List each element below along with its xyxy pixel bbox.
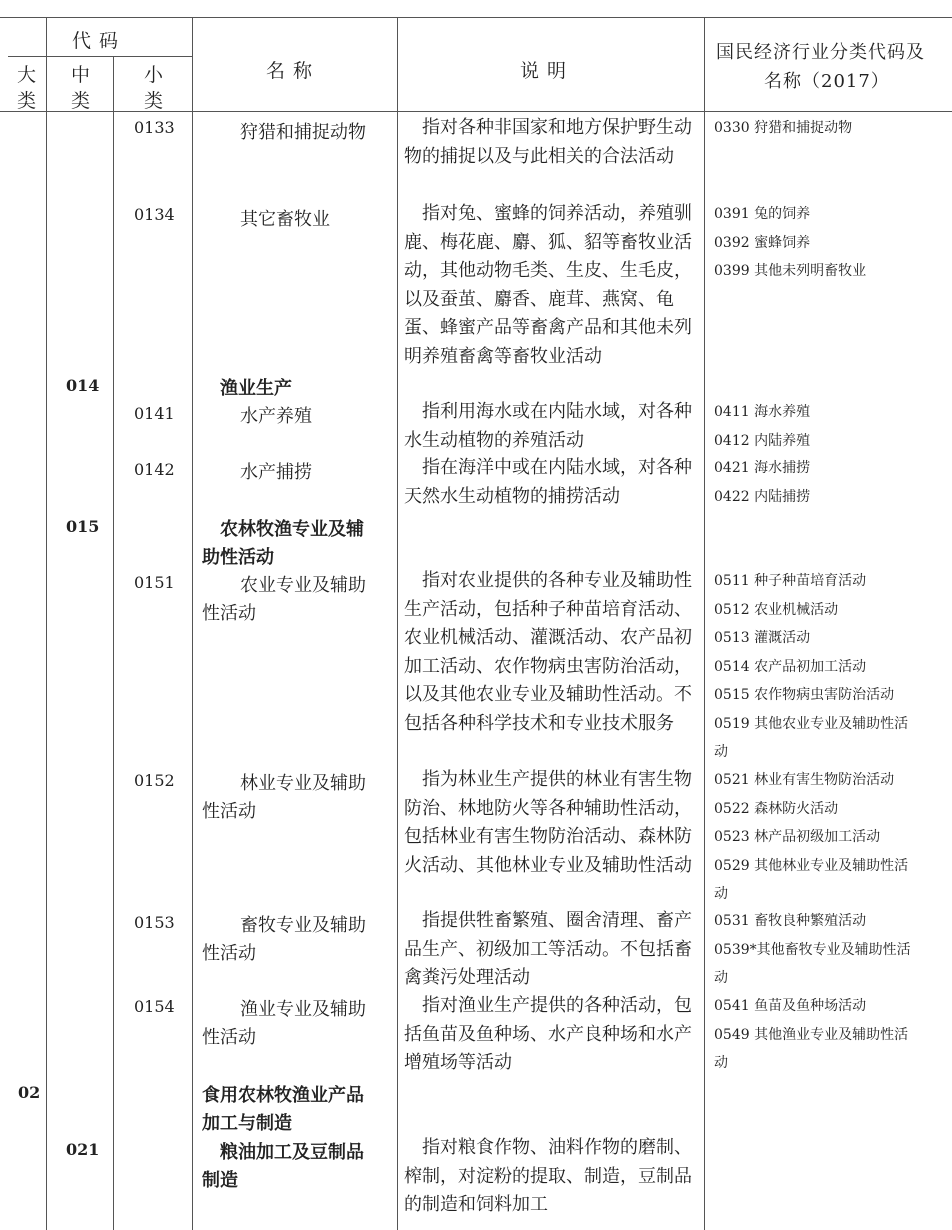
header-desc: 说 明 (520, 60, 568, 82)
name-0153-line1: 畜牧专业及辅助 (240, 915, 366, 936)
ref-line: 动 (714, 886, 728, 902)
ref-line: 0513 灌溉活动 (714, 630, 811, 646)
name-0154-line2: 性活动 (202, 1027, 256, 1048)
code-0134: 0134 (134, 205, 175, 224)
col-divider-xiao (192, 17, 193, 1230)
header-zhong-1: 中 (71, 64, 92, 86)
ref-line: 0511 种子种苗培育活动 (714, 573, 867, 589)
code-014: 014 (66, 376, 100, 395)
code-0141: 0141 (134, 404, 175, 423)
code-015: 015 (66, 517, 100, 536)
desc-0134: 指对兔、蜜蜂的饲养活动，养殖驯鹿、梅花鹿、麝、狐、貂等畜牧业活动，其他动物毛类、生皮、生毛皮，以及蚕茧、麝香、鹿茸、燕窝、龟蛋、蜂蜜产品等畜禽产品和其他未列明养殖畜禽等畜牧业活动 (404, 203, 692, 367)
name-021-line2: 制造 (202, 1170, 238, 1191)
name-014: 渔业生产 (220, 378, 292, 399)
header-name: 名 称 (266, 60, 314, 82)
desc-021: 指对粮食作物、油料作物的磨制、榨制，对淀粉的提取、制造，豆制品的制造和饲料加工 (404, 1137, 692, 1215)
ref-line: 0391 兔的饲养 (714, 206, 811, 222)
ref-line: 0422 内陆捕捞 (714, 488, 811, 505)
code-0154: 0154 (134, 997, 175, 1016)
code-021: 021 (66, 1140, 100, 1159)
name-021-line1: 粮油加工及豆制品 (220, 1142, 364, 1163)
ref-0152 (714, 766, 946, 909)
desc-0133: 指对各种非国家和地方保护野生动物的捕捉以及与此相关的合法活动 (404, 117, 692, 167)
ref-line: 动 (714, 970, 728, 986)
name-0134: 其它畜牧业 (240, 209, 330, 230)
ref-line: 0412 内陆养殖 (714, 432, 811, 449)
col-divider-zhong (113, 56, 114, 1230)
name-0142: 水产捕捞 (240, 462, 312, 483)
name-015-line2: 助性活动 (202, 547, 274, 568)
ref-line: 0512 农业机械活动 (714, 601, 839, 618)
name-0153-line2: 性活动 (202, 943, 256, 964)
desc-0142: 指在海洋中或在内陆水域，对各种天然水生动植物的捕捞活动 (404, 457, 692, 507)
desc-0151: 指对农业提供的各种专业及辅助性生产活动，包括种子种苗培育活动、农业机械活动、灌溉活动、农产品初加工活动、农作物病虫害防治活动，以及其他农业专业及辅助性活动。不包括各种科学技术和专业技术服务 (404, 570, 692, 734)
ref-line: 0529 其他林业专业及辅助性活 (714, 857, 909, 874)
ref-0141 (714, 398, 946, 455)
ref-0142 (714, 454, 946, 511)
ref-0154 (714, 992, 946, 1078)
ref-0134 (714, 200, 946, 286)
header-ref-2: 名称（2017） (764, 71, 890, 92)
header-xiao-2: 类 (144, 90, 165, 112)
ref-line: 0523 林产品初级加工活动 (714, 829, 881, 845)
header-bottom-border (0, 111, 952, 112)
ref-line: 0421 海水捕捞 (714, 460, 811, 476)
ref-line: 0522 森林防火活动 (714, 800, 839, 817)
code-0152: 0152 (134, 771, 175, 790)
name-0151-line1: 农业专业及辅助 (240, 575, 366, 596)
name-02-line2: 加工与制造 (202, 1113, 292, 1134)
code-0153: 0153 (134, 913, 175, 932)
col-divider-desc (704, 17, 705, 1230)
code-group-divider (8, 56, 192, 57)
code-0151: 0151 (134, 573, 175, 592)
ref-line: 0399 其他未列明畜牧业 (714, 263, 867, 279)
header-code-group: 代 码 (72, 30, 120, 52)
desc-0141: 指利用海水或在内陆水域，对各种水生动植物的养殖活动 (404, 401, 692, 451)
name-0141: 水产养殖 (240, 406, 312, 427)
desc-0154: 指对渔业生产提供的各种活动，包括鱼苗及鱼种场、水产良种场和水产增殖场等活动 (404, 995, 692, 1073)
header-da-2: 类 (17, 90, 38, 112)
table-top-border (0, 17, 952, 18)
ref-line: 动 (714, 744, 728, 760)
code-0133: 0133 (134, 118, 175, 137)
ref-line: 0330 狩猎和捕捉动物 (714, 120, 853, 136)
ref-line: 0392 蜜蜂饲养 (714, 234, 811, 251)
ref-line: 0515 农作物病虫害防治活动 (714, 687, 895, 703)
header-ref-1: 国民经济行业分类代码及 (716, 42, 925, 63)
name-0154-line1: 渔业专业及辅助 (240, 999, 366, 1020)
desc-0153: 指提供牲畜繁殖、圈舍清理、畜产品生产、初级加工等活动。不包括畜禽粪污处理活动 (404, 910, 692, 988)
header-xiao-1: 小 (144, 64, 165, 86)
name-015-line1: 农林牧渔专业及辅 (220, 519, 364, 540)
name-0152-line1: 林业专业及辅助 (240, 773, 366, 794)
header-zhong-2: 类 (71, 90, 92, 112)
desc-0152: 指为林业生产提供的林业有害生物防治、林地防火等各种辅助性活动，包括林业有害生物防治活动、森林防火活动、其他林业专业及辅助性活动 (404, 769, 692, 876)
ref-line: 0519 其他农业专业及辅助性活 (714, 715, 909, 732)
ref-line: 0539*其他畜牧专业及辅助性活 (714, 941, 911, 958)
ref-0153 (714, 907, 946, 993)
name-0152-line2: 性活动 (202, 801, 256, 822)
ref-0151 (714, 567, 946, 767)
header-da-1: 大 (17, 64, 38, 86)
ref-line: 动 (714, 1055, 728, 1071)
ref-line: 0521 林业有害生物防治活动 (714, 772, 895, 788)
ref-line: 0549 其他渔业专业及辅助性活 (714, 1026, 909, 1043)
ref-line: 0514 农产品初加工活动 (714, 658, 867, 675)
ref-line: 0531 畜牧良种繁殖活动 (714, 913, 867, 929)
col-divider-name (397, 17, 398, 1230)
code-0142: 0142 (134, 460, 175, 479)
col-divider-da (46, 17, 47, 1230)
name-0133: 狩猎和捕捉动物 (240, 122, 366, 143)
code-02: 02 (18, 1083, 41, 1102)
ref-line: 0411 海水养殖 (714, 404, 811, 420)
name-02-line1: 食用农林牧渔业产品 (202, 1085, 364, 1106)
ref-0133 (714, 114, 946, 143)
ref-line: 0541 鱼苗及鱼种场活动 (714, 998, 867, 1014)
name-0151-line2: 性活动 (202, 603, 256, 624)
